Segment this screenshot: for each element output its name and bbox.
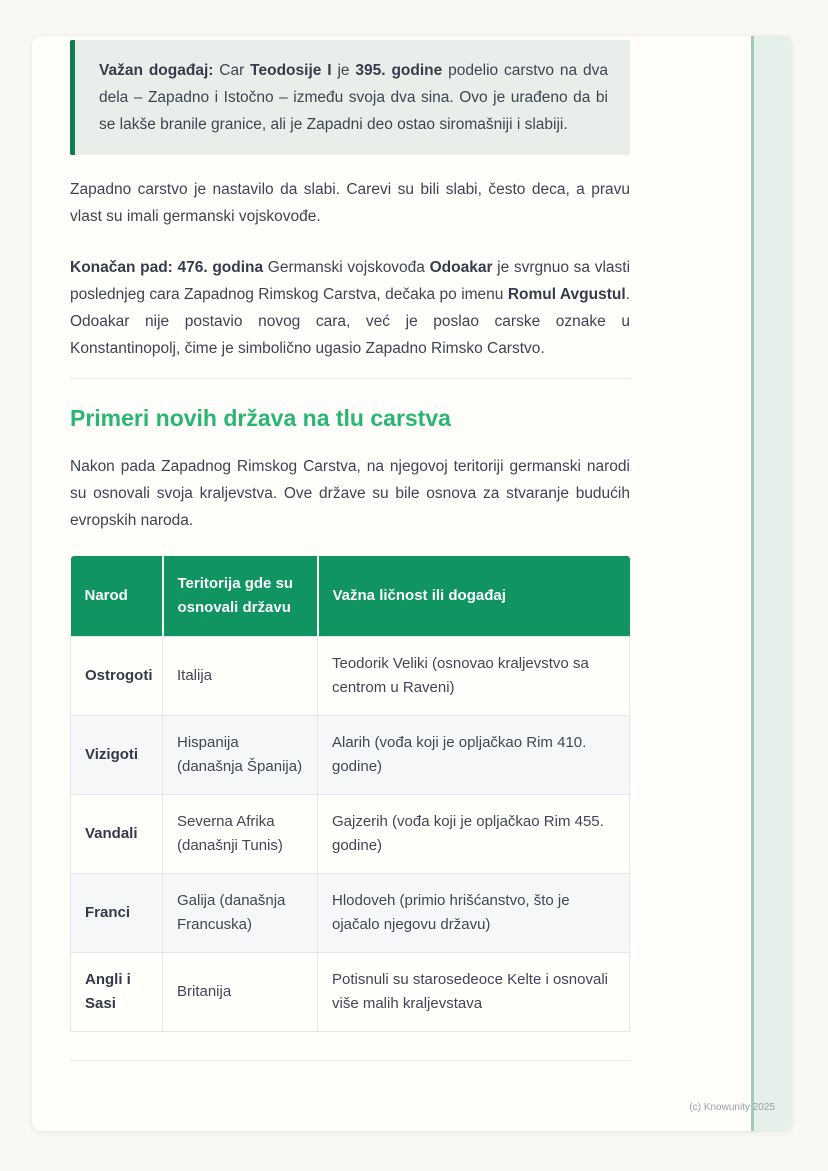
cell-licnost: Alarih (vođa koji je opljačkao Rim 410. godine) — [318, 716, 630, 795]
section-heading: Primeri novih država na tlu carstva — [70, 405, 451, 431]
cell-teritorija: Britanija — [163, 953, 318, 1032]
cell-narod: Vizigoti — [71, 716, 163, 795]
paragraph-final-fall: Konačan pad: 476. godina Germanski vojskovođa Odoakar je svrgnuo sa vlasti poslednjeg cara Zapadnog Rimskog Carstva, dečaka po imenu Romul Avgustul. Odoakar nije postavio novog cara, već je poslao carske oznake u Konstantinopolj, čime je simbolično ugasio Zapadno Rimsko Carstvo. — [70, 259, 631, 357]
cell-narod: Ostrogoti — [71, 637, 163, 716]
table-row — [71, 953, 630, 1032]
cell-licnost: Teodorik Veliki (osnovao kraljevstvo sa centrom u Raveni) — [318, 637, 630, 716]
section-divider-top — [70, 378, 630, 379]
table-header-row — [71, 556, 630, 637]
callout-text: Važan događaj: Car Teodosije I je 395. godine podelio carstvo na dva dela – Zapadno i Istočno – između svoja dva sina. Ovo je urađeno da bi se lakše branile granice, ali je Zapadni deo ostao siromašniji i slabiji. — [99, 62, 608, 133]
table-header-licnost: Važna ličnost ili događaj — [318, 556, 630, 637]
table-row — [71, 637, 630, 716]
cell-licnost: Gajzerih (vođa koji je opljačkao Rim 455. godine) — [318, 795, 630, 874]
cell-licnost: Potisnuli su starosedeoce Kelte i osnovali više malih kraljevstava — [318, 953, 630, 1032]
cell-narod: Franci — [71, 874, 163, 953]
important-event-callout — [70, 40, 630, 155]
section-intro-paragraph: Nakon pada Zapadnog Rimskog Carstva, na njegovoj teritoriji germanski narodi su osnovali svoja kraljevstva. Ove države su bile osnova za stvaranje budućih evropskih naroda. — [70, 458, 630, 529]
callout-label: Važan događaj: — [99, 62, 214, 79]
cell-narod: Angli i Sasi — [71, 953, 163, 1032]
table-row — [71, 716, 630, 795]
cell-narod: Vandali — [71, 795, 163, 874]
table-row — [71, 874, 630, 953]
page-edge-accent-strip — [751, 36, 792, 1131]
section-divider-bottom — [70, 1060, 630, 1061]
cell-licnost: Hlodoveh (primio hrišćanstvo, što je ojačalo njegovu državu) — [318, 874, 630, 953]
document-page — [32, 36, 792, 1131]
table-header-teritorija: Teritorija gde su osnovali državu — [163, 556, 318, 637]
cell-teritorija: Hispanija (današnja Španija) — [163, 716, 318, 795]
table-row — [71, 795, 630, 874]
paragraph-empire-weakening: Zapadno carstvo je nastavilo da slabi. Carevi su bili slabi, često deca, a pravu vlast su imali germanski vojskovođe. — [70, 181, 630, 225]
footer-copyright: (c) Knowunity 2025 — [689, 1102, 775, 1113]
cell-teritorija: Severna Afrika (današnji Tunis) — [163, 795, 318, 874]
table-header-narod: Narod — [71, 556, 163, 637]
cell-teritorija: Galija (današnja Francuska) — [163, 874, 318, 953]
kingdoms-table — [70, 556, 630, 1032]
page-content — [70, 36, 630, 1061]
cell-teritorija: Italija — [163, 637, 318, 716]
